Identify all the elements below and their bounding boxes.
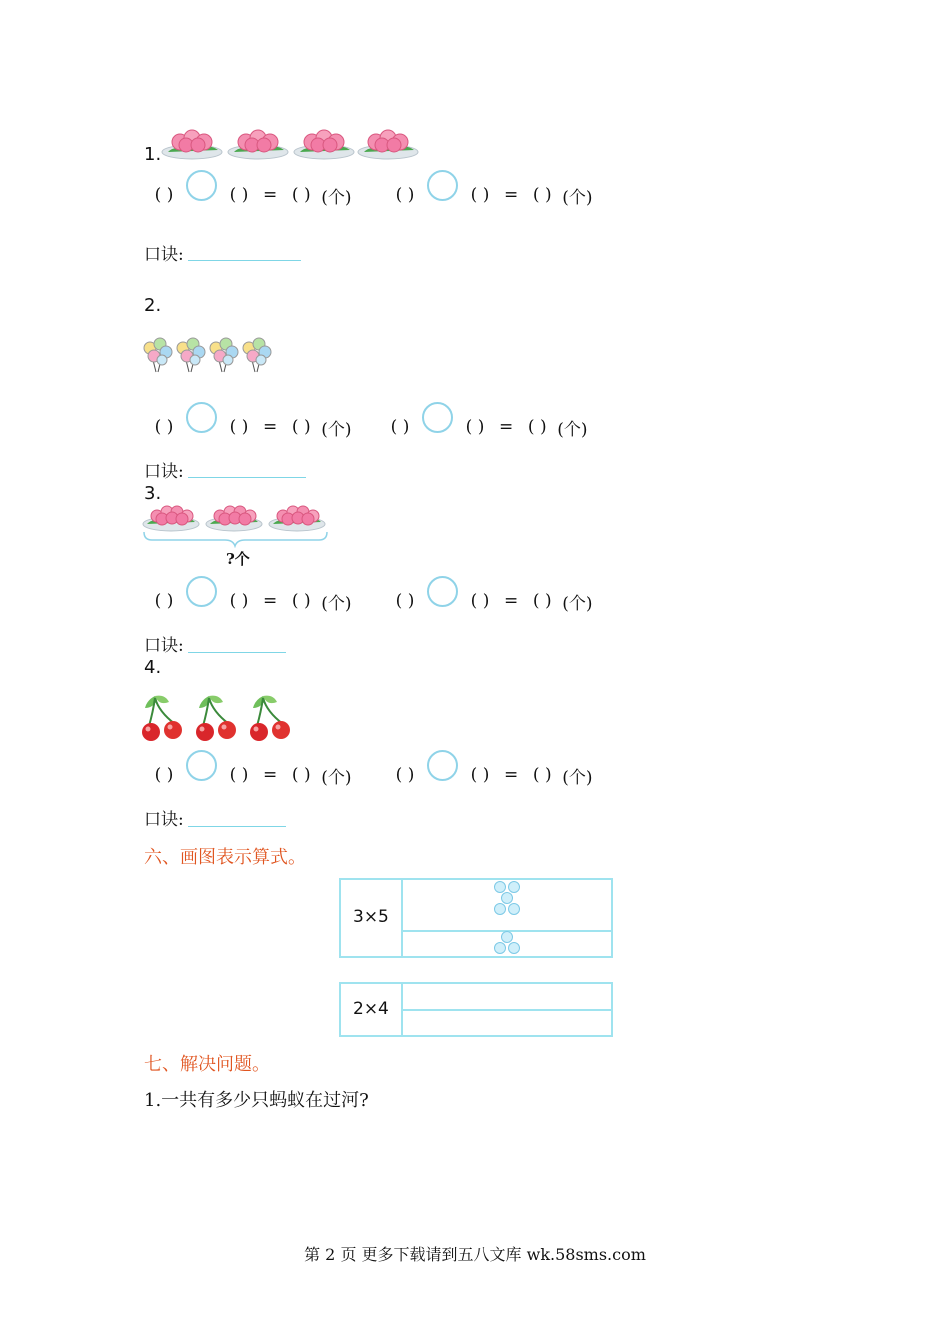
drawing-area[interactable] <box>403 984 611 1035</box>
q3-koujue-label: 口诀: <box>144 636 184 656</box>
q4-number: 4. <box>144 657 162 678</box>
operator-circle[interactable] <box>427 750 458 781</box>
operator-circle[interactable] <box>186 576 217 607</box>
balloons-image <box>142 334 277 376</box>
operator-circle[interactable] <box>427 170 458 201</box>
q2-koujue-blank[interactable] <box>188 477 306 478</box>
operator-circle[interactable] <box>186 170 217 201</box>
q3-equation-2: ( ) ( ) = ( ) (个) <box>385 586 593 616</box>
q3-brace-label: ?个 <box>226 550 250 568</box>
expr-label: 3×5 <box>353 907 389 927</box>
cherries-image <box>141 690 296 745</box>
q1-koujue-label: 口诀: <box>144 245 184 265</box>
q2-equation-1: ( ) ( ) = ( ) (个) <box>144 412 352 442</box>
peach-plates-brace-image <box>141 500 333 548</box>
draw-table-3x5 <box>339 878 613 958</box>
operator-circle[interactable] <box>186 750 217 781</box>
q1-koujue-blank[interactable] <box>188 260 301 261</box>
q2-koujue-label: 口诀: <box>144 462 184 482</box>
section6-heading: 六、画图表示算式。 <box>144 847 306 868</box>
section7-q1: 1.一共有多少只蚂蚁在过河? <box>144 1090 369 1111</box>
drawing-area[interactable] <box>403 932 611 956</box>
peach-plates-image <box>160 124 425 162</box>
q3-number: 3. <box>144 483 162 504</box>
q4-equation-1: ( ) ( ) = ( ) (个) <box>144 760 352 790</box>
q3-equation-1: ( ) ( ) = ( ) (个) <box>144 586 352 616</box>
expr-label: 2×4 <box>353 999 389 1019</box>
q2-number: 2. <box>144 295 162 316</box>
draw-table-2x4 <box>339 982 613 1037</box>
q4-koujue-blank[interactable] <box>188 826 286 827</box>
q1-equation-2: ( ) ( ) = ( ) (个) <box>385 180 593 210</box>
page-footer: 第 2 页 更多下载请到五八文库 wk.58sms.com <box>304 1245 646 1264</box>
q4-koujue-label: 口诀: <box>144 810 184 830</box>
q2-equation-2: ( ) ( ) = ( ) (个) <box>380 412 588 442</box>
q1-number: 1. <box>144 144 162 165</box>
section7-heading: 七、解决问题。 <box>144 1054 270 1075</box>
q4-equation-2: ( ) ( ) = ( ) (个) <box>385 760 593 790</box>
q3-koujue-blank[interactable] <box>188 652 286 653</box>
operator-circle[interactable] <box>186 402 217 433</box>
operator-circle[interactable] <box>427 576 458 607</box>
operator-circle[interactable] <box>422 402 453 433</box>
q1-equation-1: ( ) ( ) = ( ) (个) <box>144 180 352 210</box>
